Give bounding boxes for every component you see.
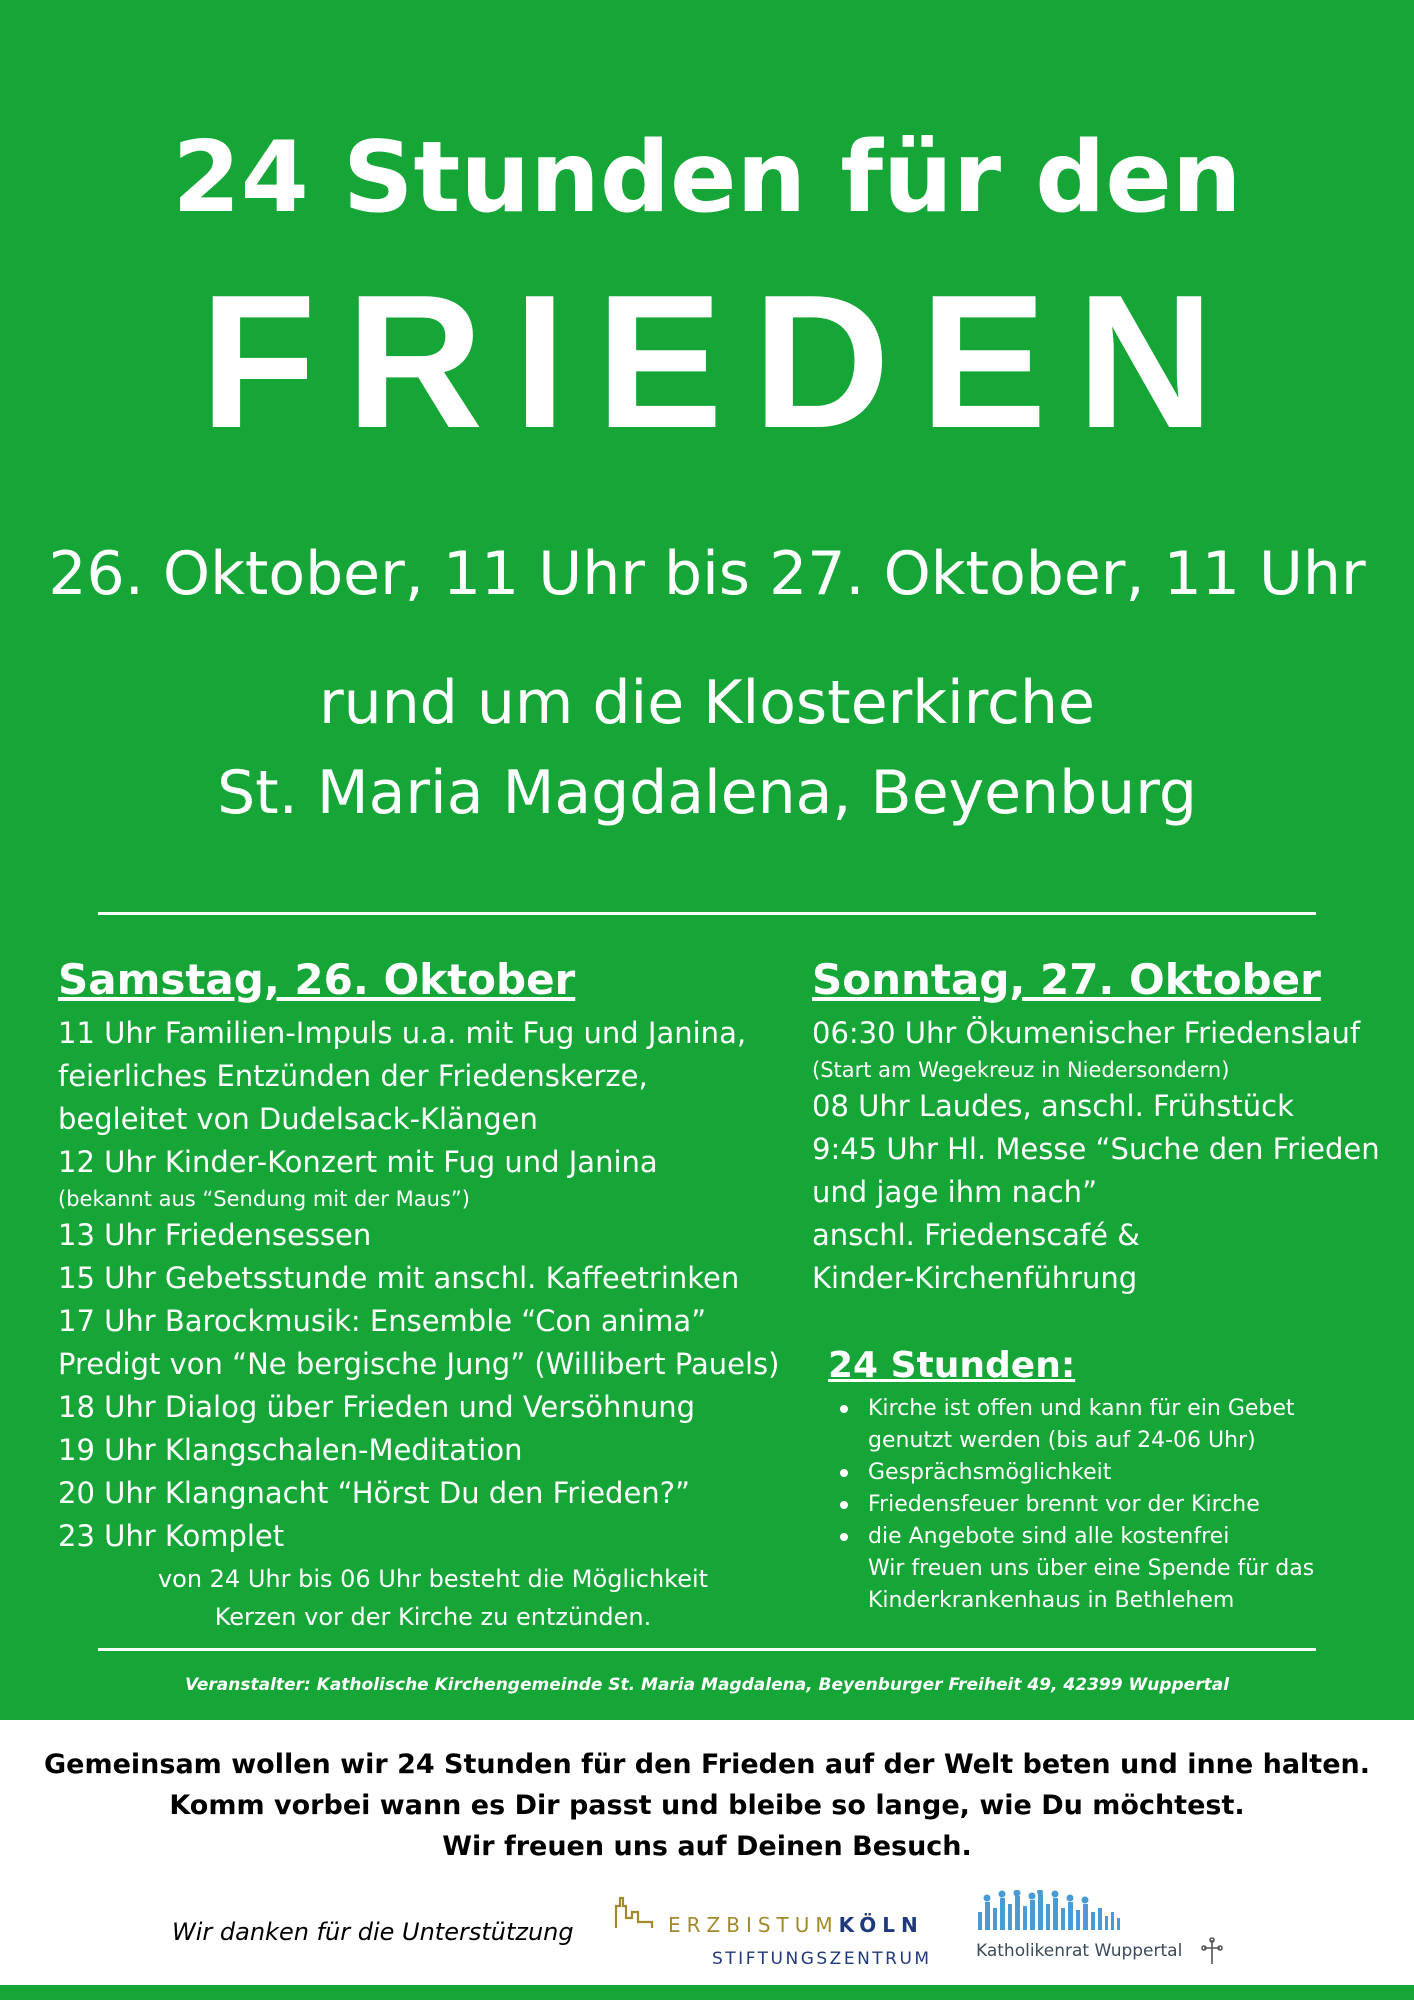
divider-bottom [98,1648,1316,1651]
hours24-heading: 24 Stunden: [828,1345,1076,1386]
night-note [58,1560,808,1636]
katholikenrat-logo [976,1890,1236,1972]
bullet-icon [840,1469,848,1477]
erzbistum-koeln-logo [612,1892,932,1972]
program-line: 17 Uhr Barockmusik: Ensemble “Con anima” [58,1304,707,1338]
saturday-column [58,950,818,1636]
program-line: 06:30 Uhr Ökumenischer Friedenslauf [812,1016,1361,1050]
program-line: 12 Uhr Kinder-Konzert mit Fug und Janina [58,1145,658,1179]
bullet-icon [840,1501,848,1509]
bullet-icon [840,1405,848,1413]
program-line: 18 Uhr Dialog über Frieden und Versöhnung [58,1390,695,1424]
program-line: 15 Uhr Gebetsstunde mit anschl. Kaffeetrinken [58,1261,740,1295]
title-line-2: FRIEDEN [200,256,1244,468]
message-line-2: Komm vorbei wann es Dir passt und bleibe so lange, wie Du möchtest. [169,1790,1245,1821]
title-line-1: 24 Stunden für den [172,121,1242,235]
bottom-bar [0,1985,1414,2000]
program-line: 13 Uhr Friedensessen [58,1218,372,1252]
program-line: 20 Uhr Klangnacht “Hörst Du den Frieden?” [58,1476,691,1510]
saturday-heading: Samstag, 26. Oktober [58,955,576,1004]
logo-stiftungszentrum-text: STIFTUNGSZENTRUM [712,1949,932,1969]
saturday-program [58,1012,818,1558]
program-line: 08 Uhr Laudes, anschl. Frühstück [812,1089,1294,1123]
hours24-item-text: Gesprächsmöglichkeit [868,1460,1112,1485]
hours24-item [828,1393,1388,1457]
sunday-program [812,1012,1412,1300]
event-dates: 26. Oktober, 11 Uhr bis 27. Oktober, 11 Uhr [48,539,1366,609]
program-line: und jage ihm nach” [812,1175,1098,1209]
hours24-item [828,1457,1388,1489]
cathedral-skyline-icon [616,1898,652,1928]
program-line: feierliches Entzünden der Friedenskerze, [58,1059,648,1093]
place-line-1: rund um die Klosterkirche [319,668,1095,738]
sunday-column [812,950,1412,1300]
hours24-item [828,1489,1388,1521]
program-line: 9:45 Uhr Hl. Messe “Suche den Frieden [812,1132,1380,1166]
night-note-line-1: von 24 Uhr bis 06 Uhr besteht die Möglichkeit [157,1565,709,1593]
hours24-item-text: genutzt werden (bis auf 24-06 Uhr) [868,1428,1256,1453]
message-line-1: Gemeinsam wollen wir 24 Stunden für den Frieden auf der Welt beten und inne halten. [44,1749,1370,1780]
place-line-2: St. Maria Magdalena, Beyenburg [217,758,1197,828]
message-line-3: Wir freuen uns auf Deinen Besuch. [442,1831,972,1862]
hours24-item-text: Kinderkrankenhaus in Bethlehem [868,1588,1235,1613]
hours24-item-text: Kirche ist offen und kann für ein Gebet [868,1396,1295,1421]
thanks-text: Wir danken für die Unterstützung [172,1918,574,1946]
crowd-figures-icon [978,1890,1120,1930]
program-line: (Start am Wegekreuz in Niedersondern) [812,1058,1230,1082]
hours24-item-text: Wir freuen uns über eine Spende für das [868,1556,1315,1581]
logo-erzbistum-text: ERZBISTUMKÖLN [668,1913,924,1937]
night-note-line-2: Kerzen vor der Kirche zu entzünden. [214,1603,652,1631]
logo-katholikenrat-text: Katholikenrat Wuppertal [976,1941,1183,1961]
program-line: Kinder-Kirchenführung [812,1261,1138,1295]
cross-icon [1202,1938,1222,1964]
program-line: 19 Uhr Klangschalen-Meditation [58,1433,523,1467]
hours24-item [828,1521,1388,1617]
divider-top [98,912,1316,915]
bullet-icon [840,1533,848,1541]
program-line: 11 Uhr Familien-Impuls u.a. mit Fug und Janina, [58,1016,747,1050]
program-line: (bekannt aus “Sendung mit der Maus”) [58,1187,470,1211]
program-line: 23 Uhr Komplet [58,1519,285,1553]
hours24-item-text: Friedensfeuer brennt vor der Kirche [868,1492,1260,1517]
sunday-heading: Sonntag, 27. Oktober [812,955,1321,1004]
invitation-message [0,1744,1414,1867]
organizer: Veranstalter: Katholische Kirchengemeinde St. Maria Magdalena, Beyenburger Freiheit 49, 42399 Wuppertal [184,1675,1230,1695]
program-line: begleitet von Dudelsack-Klängen [58,1102,538,1136]
program-line: Predigt von “Ne bergische Jung” (Willibert Pauels) [58,1347,780,1381]
program-line: anschl. Friedenscafé & [812,1218,1140,1252]
hours24-list [828,1393,1388,1617]
event-place [0,658,1414,838]
hours24-item-text: die Angebote sind alle kostenfrei [868,1524,1230,1549]
